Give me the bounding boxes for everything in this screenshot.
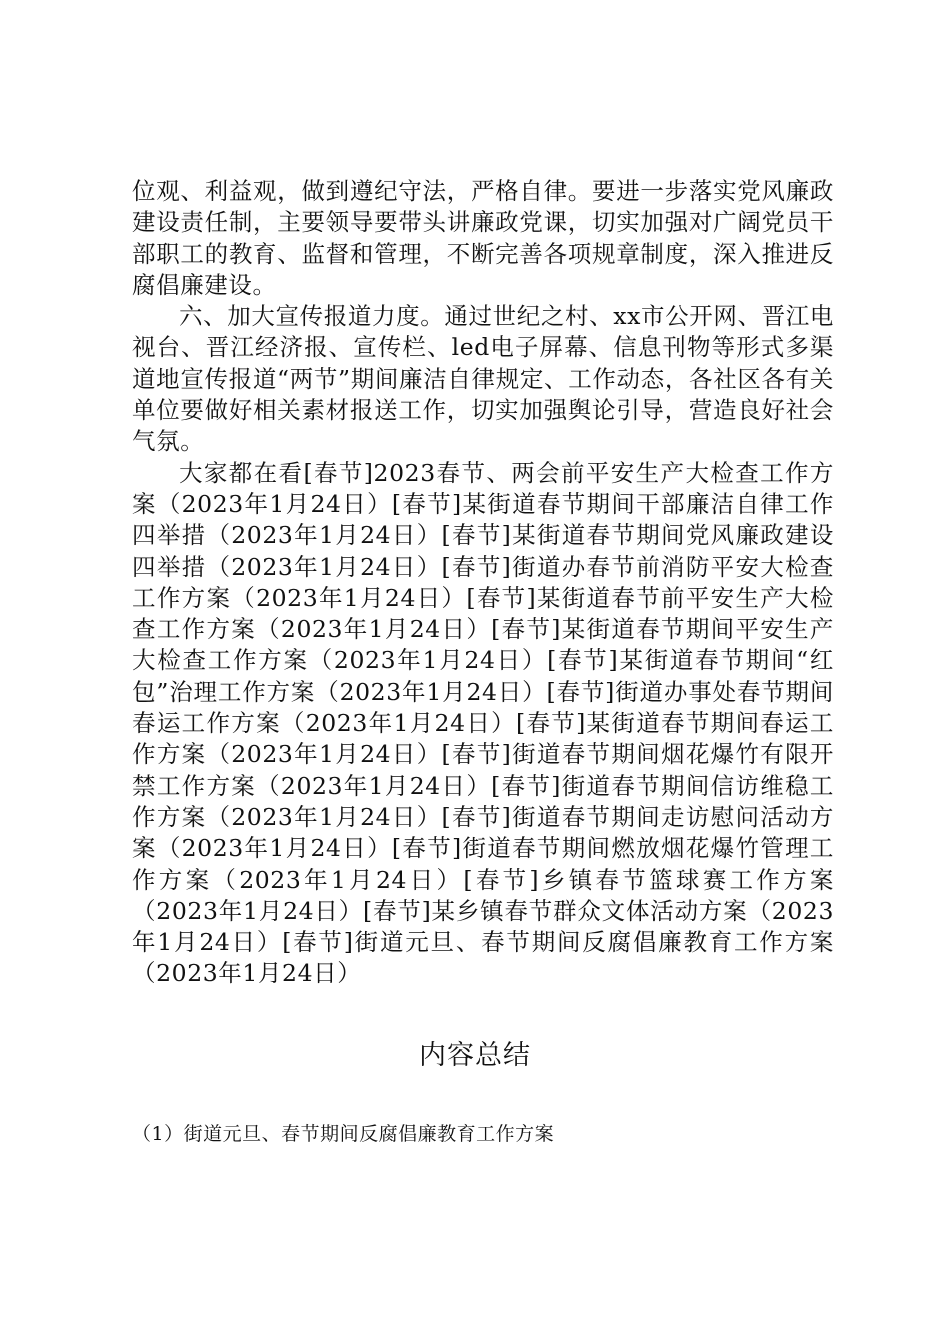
paragraph-publicity: 六、加大宣传报道力度。通过世纪之村、xx市公开网、晋江电视台、晋江经济报、宣传栏、led电子屏幕、信息刊物等形式多渠道地宣传报道“两节”期间廉洁自律规定、工作动态，各社区各有关单位要做好相关素材报送工作，切实加强舆论引导，营造良好社会气氛。 [132,302,834,456]
document-body [132,176,834,990]
summary-item: （1）街道元旦、春节期间反腐倡廉教育工作方案 [132,1123,555,1145]
paragraph-related-reading: 大家都在看[春节]2023春节、两会前平安生产大检查工作方案（2023年1月24日）[春节]某街道春节期间干部廉洁自律工作四举措（2023年1月24日）[春节]某街道春节期间党风廉政建设四举措（2023年1月24日）[春节]街道办春节前消防平安大检查工作方案（2023年1月24日）[春节]某街道春节前平安生产大检查工作方案（2023年1月24日）[春节]某街道春节期间平安生产大检查工作方案（2023年1月24日）[春节]某街道春节期间“红包”治理工作方案（2023年1月24日）[春节]街道办事处春节期间春运工作方案（2023年1月24日）[春节]某街道春节期间春运工作方案（2023年1月24日）[春节]街道春节期间烟花爆竹有限开禁工作方案（2023年1月24日）[春节]街道春节期间信访维稳工作方案（2023年1月24日）[春节]街道春节期间走访慰问活动方案（2023年1月24日）[春节]街道春节期间燃放烟花爆竹管理工作方案（2023年1月24日）[春节]乡镇春节篮球赛工作方案（2023年1月24日）[春节]某乡镇春节群众文体活动方案（2023年1月24日）[春节]街道元旦、春节期间反腐倡廉教育工作方案（2023年1月24日） [132,458,834,988]
paragraph-discipline: 位观、利益观，做到遵纪守法，严格自律。要进一步落实党风廉政建设责任制，主要领导要带头讲廉政党课，切实加强对广阔党员干部职工的教育、监督和管理，不断完善各项规章制度，深入推进反腐倡廉建设。 [132,177,834,299]
summary-title: 内容总结 [419,1040,531,1071]
